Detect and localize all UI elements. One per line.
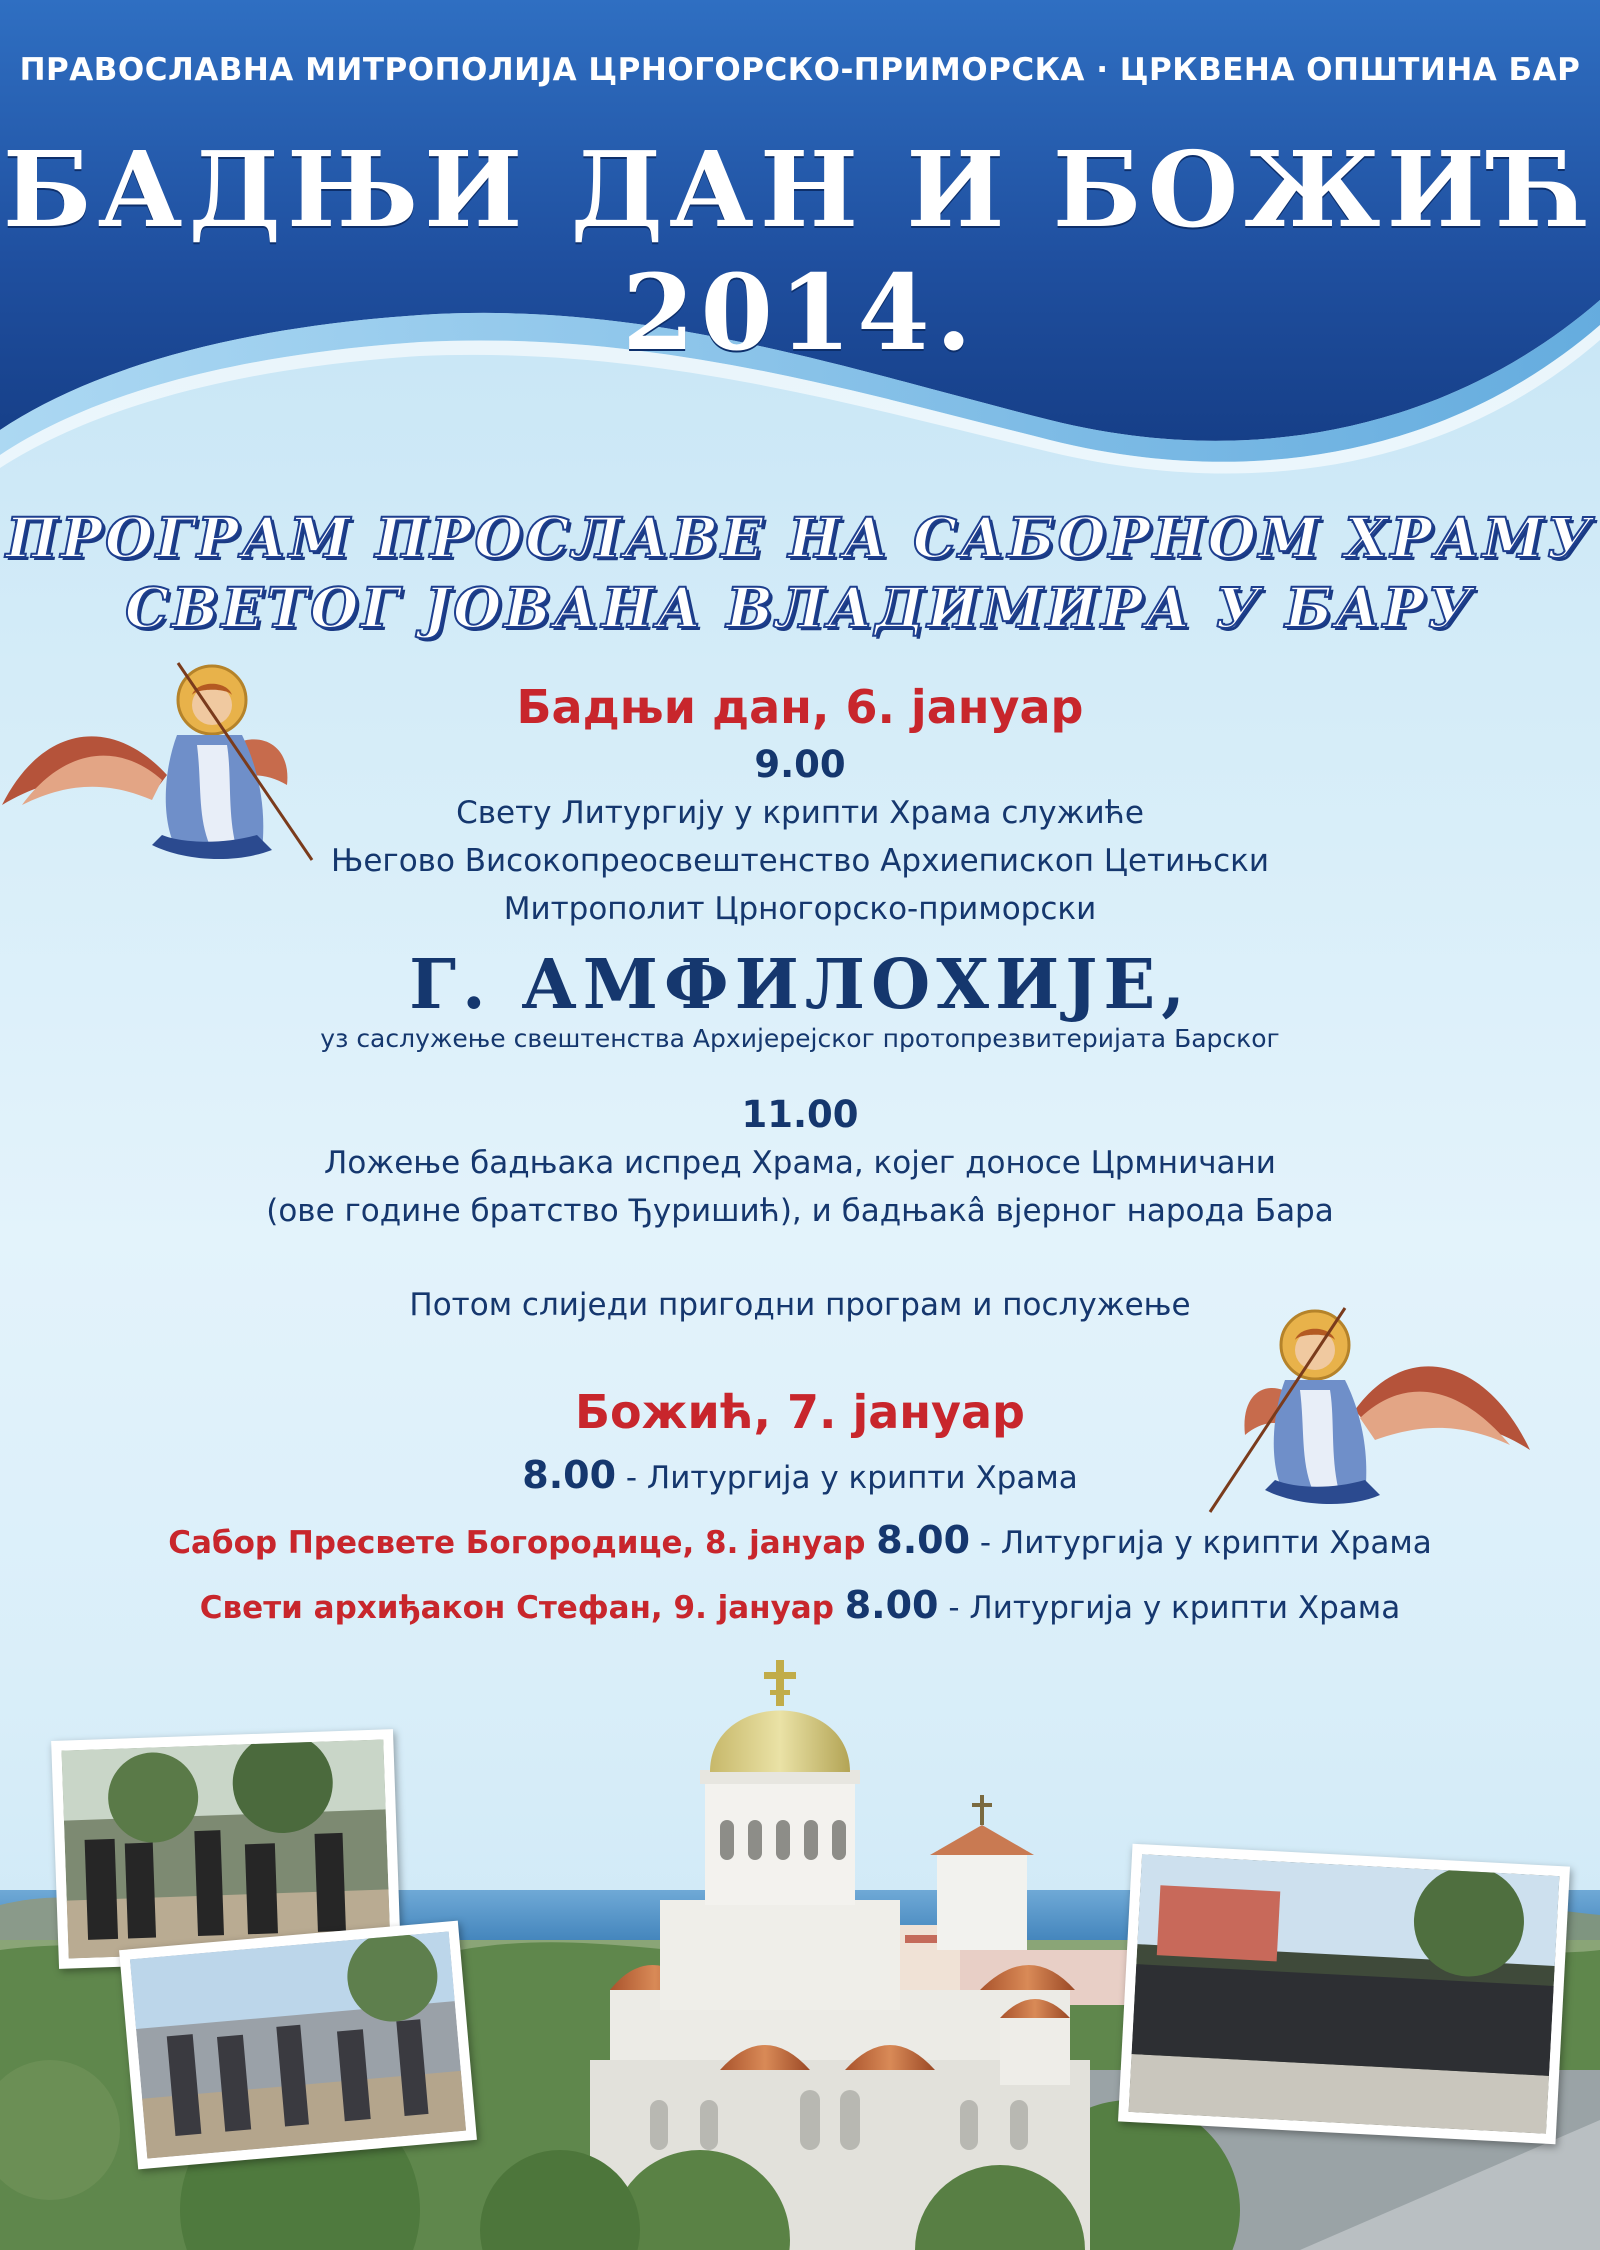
badnji-time-9: 9.00 — [754, 743, 846, 786]
stefan-time: 8.00 — [844, 1583, 939, 1627]
badnji-line4: уз саслужење свештенства Архијерејског протопрезвитеријата Барског — [320, 1024, 1280, 1053]
bozic-rest: - Литургија у крипти Храма — [616, 1460, 1078, 1496]
badnji-line2: Његово Високопреосвештенство Архиепископ Цетињски — [330, 843, 1270, 879]
bozic-heading: Божић, 7. јануар — [575, 1385, 1025, 1439]
stefan-red: Свети архиђакон Стефан, 9. јануар — [199, 1590, 845, 1626]
bishop-name: Г. АМФИЛОХИЈЕ, — [409, 945, 1191, 1025]
badnji-line7: Потом слиједи пригодни програм и послужење — [409, 1287, 1191, 1323]
bozic-line — [0, 1453, 1600, 1497]
badnji-time-11: 11.00 — [741, 1093, 859, 1136]
sabor-red: Сабор Пресвете Богородице, 8. јануар — [168, 1525, 877, 1561]
program-subtitle-line2: СВЕТОГ ЈОВАНА ВЛАДИМИРА У БАРУ — [125, 575, 1475, 640]
program-subtitle-line1: ПРОГРАМ ПРОСЛАВЕ НА САБОРНОМ ХРАМУ — [5, 505, 1595, 570]
sabor-rest: - Литургија у крипти Храма — [970, 1525, 1432, 1561]
main-title: БАДЊИ ДАН И БОЖИЋ 2014. — [2, 128, 1598, 374]
sabor-time: 8.00 — [876, 1518, 971, 1562]
badnji-line5: Ложење бадњака испред Храма, којег доносе Црмничани — [324, 1145, 1276, 1181]
stefan-line — [0, 1583, 1600, 1627]
badnji-line1: Свету Литургију у крипти Храма служиће — [456, 795, 1144, 831]
bozic-time: 8.00 — [522, 1453, 617, 1497]
badnji-line6: (ове године братство Ђуришић), и бадњакâ вјерног народа Бара — [266, 1193, 1334, 1229]
sabor-line — [0, 1518, 1600, 1562]
photo-church-square-crowd — [1118, 1844, 1570, 2145]
organization-line: ПРАВОСЛАВНА МИТРОПОЛИЈА ЦРНОГОРСКО-ПРИМОРСКА · ЦРКВЕНА ОПШТИНА БАР — [19, 52, 1581, 88]
photo-badnjak-crowd-2 — [119, 1921, 477, 2170]
badnji-dan-heading: Бадњи дан, 6. јануар — [516, 680, 1084, 734]
stefan-rest: - Литургија у крипти Храма — [938, 1590, 1401, 1626]
badnji-line3: Митрополит Црногорско-приморски — [503, 891, 1097, 927]
